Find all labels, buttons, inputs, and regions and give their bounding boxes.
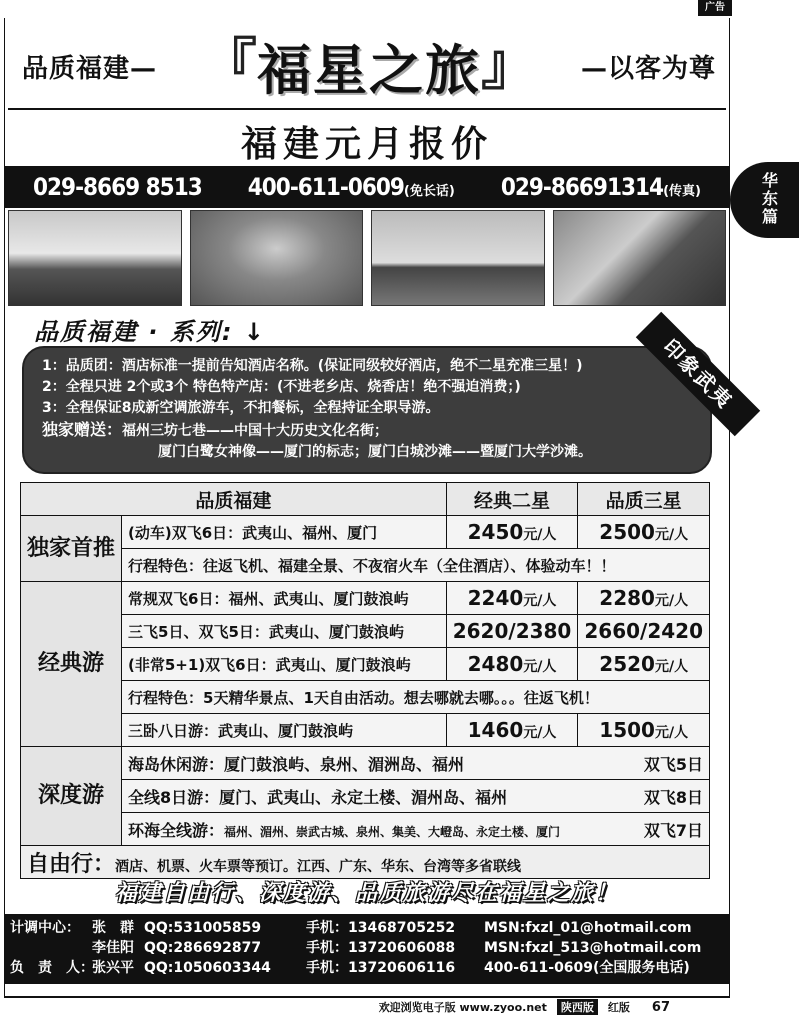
contact-row: 李佳阳 QQ:286692877 手机：13720606088 MSN:fxzl_513@hotmail.com — [92, 940, 702, 956]
bracket-open: 『 — [201, 33, 257, 98]
table-row — [21, 747, 710, 780]
ribbon: 印象武夷 — [636, 312, 760, 436]
table-row — [21, 846, 710, 879]
contact-block — [4, 914, 730, 984]
photo-tulou — [190, 210, 364, 306]
phone-1: 029-8669 8513 — [33, 173, 202, 201]
price-classic: 1460元/人 — [446, 714, 578, 747]
price-classic: 2240元/人 — [446, 582, 578, 615]
footer-edition: 陕西版 — [557, 999, 598, 1015]
price-quality: 1500元/人 — [578, 714, 710, 747]
phone-3: 029-86691314(传真) — [500, 173, 701, 201]
price-classic: 2480元/人 — [446, 648, 578, 681]
page-subtitle: 福建元月报价 — [240, 124, 493, 165]
ad-tag: 广告 — [698, 0, 732, 16]
photo-coast — [8, 210, 182, 306]
region-tab: 华东篇 — [730, 162, 799, 238]
feature: 行程特色：往返飞机、福建全景、不夜宿火车（全住酒店）、体验动车！！ — [122, 549, 710, 582]
header-product: 品质福建 — [21, 483, 447, 516]
slogan: 福建自由行、深度游、品质旅游尽在福星之旅！ — [114, 881, 619, 906]
info-line-3: 3：全程保证8成新空调旅游车，不扣餐标，全程持证全职导游。 — [42, 400, 440, 416]
banner-main — [201, 28, 537, 105]
price-classic: 2450元/人 — [446, 516, 578, 549]
table-header — [21, 483, 710, 516]
photo-strip — [8, 210, 726, 306]
route: (动车)双飞6日：武夷山、福州、厦门 — [122, 516, 447, 549]
category-deep: 深度游 — [21, 747, 122, 846]
header-quality: 品质三星 — [578, 483, 710, 516]
info-gift-2: 厦门白鹭女神像——厦门的标志；厦门白城沙滩——暨厦门大学沙滩。 — [158, 444, 592, 460]
photo-bay — [371, 210, 545, 306]
table-row — [21, 813, 710, 846]
category-classic: 经典游 — [21, 582, 122, 747]
banner-left: 品质福建— — [22, 53, 158, 84]
price-quality: 2660/2420 — [578, 615, 710, 648]
footer-color: 红版 — [607, 1001, 630, 1014]
banner-title: 福星之旅 — [257, 38, 481, 102]
table-row — [21, 714, 710, 747]
footer — [4, 996, 730, 1016]
phone-bar — [4, 166, 730, 208]
price-quality: 2280元/人 — [578, 582, 710, 615]
header-classic: 经典二星 — [446, 483, 578, 516]
table-row — [21, 615, 710, 648]
route: (非常5+1)双飞6日：武夷山、厦门鼓浪屿 — [122, 648, 447, 681]
feature: 行程特色：5天精华景点、1天自由活动。想去哪就去哪。。。往返飞机！ — [122, 681, 710, 714]
route: 全线8日游：厦门、武夷山、永定土楼、湄州岛、福州 双飞8日 — [122, 780, 710, 813]
phone-2: 400-611-0609(免长话) — [247, 173, 455, 201]
series-heading: 品质福建 · 系列: ↓ — [34, 318, 266, 346]
price-classic: 2620/2380 — [446, 615, 578, 648]
photo-mountain — [553, 210, 727, 306]
route: 三卧八日游：武夷山、厦门鼓浪屿 — [122, 714, 447, 747]
table-row — [21, 681, 710, 714]
page-number: 67 — [651, 999, 670, 1015]
table-row — [21, 516, 710, 549]
price-table — [20, 482, 710, 879]
info-line-2: 2：全程只进 2个或3个 特色特产店：(不进老乡店、烧香店！绝不强迫消费；) — [42, 379, 521, 395]
price-quality: 2500元/人 — [578, 516, 710, 549]
contact-row: 计调中心： 张 群 QQ:531005859 手机：13468705252 MSN:fxzl_01@hotmail.com — [10, 920, 692, 936]
info-gift-1: 独家赠送：福州三坊七巷——中国十大历史文化名街； — [42, 420, 389, 439]
table-row — [21, 780, 710, 813]
table-row — [21, 648, 710, 681]
footer-text: 欢迎浏览电子版 www.zyoo.net — [378, 1001, 547, 1014]
free-travel: 自由行：酒店、机票、火车票等预订。江西、广东、华东、台湾等多省联线 — [21, 846, 710, 879]
route: 常规双飞6日：福州、武夷山、厦门鼓浪屿 — [122, 582, 447, 615]
contact-row: 负 责 人： 张兴平 QQ:1050603344 手机：13720606116 400-611-0609(全国服务电话) — [10, 960, 690, 976]
route: 三飞5日、双飞5日：武夷山、厦门鼓浪屿 — [122, 615, 447, 648]
category-exclusive: 独家首推 — [21, 516, 122, 582]
banner-right: —以客为尊 — [580, 53, 716, 84]
route: 环海全线游：福州、湄州、崇武古城、泉州、集美、大嶝岛、永定土楼、厦门 双飞7日 — [122, 813, 710, 846]
bracket-close: 』 — [481, 33, 537, 98]
banner — [8, 24, 726, 110]
table-row — [21, 582, 710, 615]
info-line-1: 1：品质团：酒店标准一提前告知酒店名称。(保证同级较好酒店，绝不二星充准三星！) — [42, 358, 583, 374]
price-quality: 2520元/人 — [578, 648, 710, 681]
info-box — [22, 346, 712, 474]
route: 海岛休闲游：厦门鼓浪屿、泉州、湄洲岛、福州 双飞5日 — [122, 747, 710, 780]
table-row — [21, 549, 710, 582]
